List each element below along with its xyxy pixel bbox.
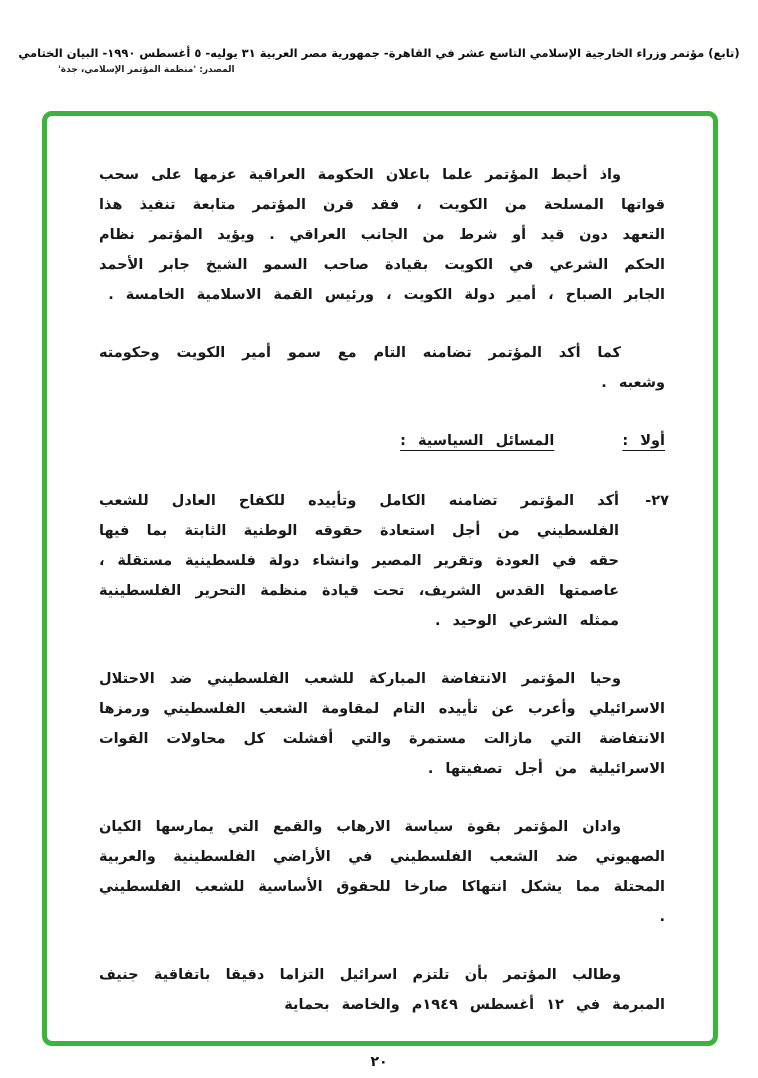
item-27	[99, 486, 669, 636]
page-number: ٢٠	[370, 1054, 388, 1070]
source-line: المصدر: 'منظمة المؤتمر الإسلامي، جدة'	[58, 65, 235, 75]
item-27-text: أكد المؤتمر تضامنه الكامل وتأييده للكفاح العادل للشعب الفلسطيني من أجل استعادة حقوقه الوطنية الثابتة بما فيها حقه في العودة وتقرير المصير وانشاء دولة فلسطينية مستقلة ، عاصمتها القدس الشريف، تحت قيادة منظمة التحرير الفلسطينية ممثله الشرعي الوحيد .	[99, 493, 619, 629]
section-title: المسائل السياسية :	[400, 433, 555, 449]
document-body	[99, 160, 669, 1020]
section-label: أولا :	[622, 433, 665, 449]
body-paragraph-3: وطالب المؤتمر بأن تلتزم اسرائيل التزاما دقيقا باتفاقية جنيف المبرمة في ١٢ أغسطس ١٩٤٩م والخاصة بحماية	[99, 967, 665, 1013]
body-paragraph-1: وحيا المؤتمر الانتفاضة المباركة للشعب الفلسطيني ضد الاحتلال الاسرائيلي وأعرب عن تأييده التام لمقاومة الشعب الفلسطيني ورمزها الانتفاضة التي مازالت مستمرة والتي أفشلت كل محاولات القوات الاسرائيلية من أجل تصفيتها .	[99, 671, 665, 777]
intro-paragraph-1: واذ أحيط المؤتمر علما باعلان الحكومة العراقية عزمها على سحب قواتها المسلحة من الكويت ، فقد قرن المؤتمر متابعة تنفيذ هذا التعهد دون قيد أو شرط من الجانب العراقي . ويؤيد المؤتمر نظام الحكم الشرعي في الكويت بقيادة صاحب السمو الشيخ جابر الأحمد الجابر الصباح ، أمير دولة الكويت ، ورئيس القمة الاسلامية الخامسة .	[99, 167, 665, 303]
intro-paragraph-2: كما أكد المؤتمر تضامنه التام مع سمو أمير الكويت وحكومته وشعبه .	[99, 345, 665, 391]
document-frame	[42, 111, 718, 1046]
item-27-number: ٢٧-	[645, 493, 669, 509]
body-paragraph-2: وادان المؤتمر بقوة سياسة الارهاب والقمع التي يمارسها الكيان الصهيوني ضد الشعب الفلسطيني في الأراضي الفلسطينية والعربية المحتلة مما يشكل انتهاكا صارخا للحقوق الأساسية للشعب الفلسطيني .	[99, 819, 665, 925]
section-heading	[99, 426, 665, 456]
page-header-title: (تابع) مؤتمر وزراء الخارجية الإسلامي التاسع عشر في القاهرة- جمهورية مصر العربية ٣١ يوليه- ٥ أغسطس ١٩٩٠- البيان الختامي	[18, 46, 740, 60]
